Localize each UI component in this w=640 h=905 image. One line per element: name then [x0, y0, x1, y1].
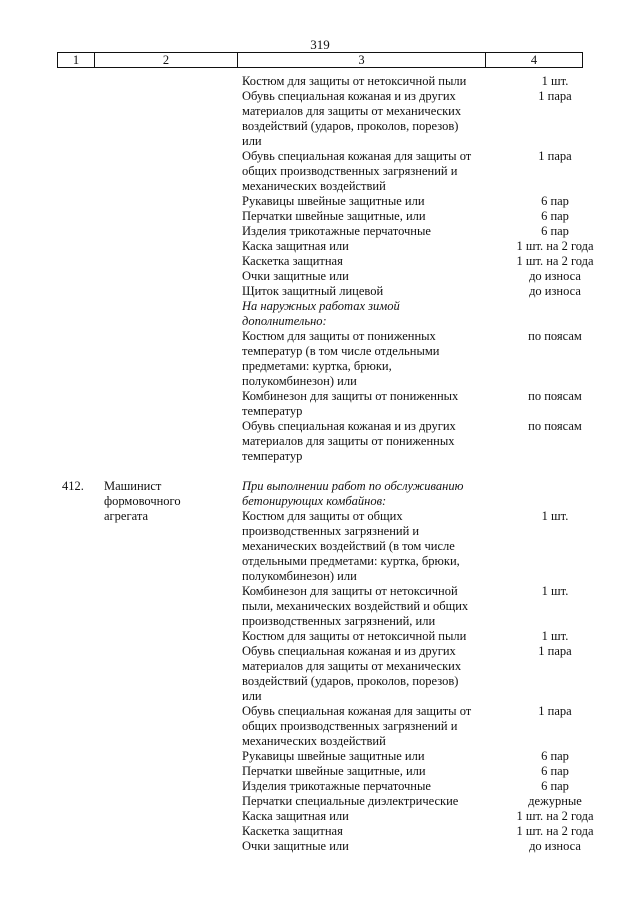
- equipment-cell: Костюм для защиты от общих: [242, 509, 403, 523]
- norm-cell: до износа: [529, 284, 581, 298]
- equipment-cell: механических воздействий: [242, 734, 386, 748]
- norm-cell: 1 пара: [538, 644, 572, 658]
- equipment-cell: Перчатки швейные защитные, или: [242, 209, 426, 223]
- equipment-cell: материалов для защиты от механических: [242, 104, 462, 118]
- norm-cell: 6 пар: [541, 194, 569, 208]
- table-row: [0, 389, 640, 404]
- table-row: [0, 329, 640, 344]
- equipment-cell: температур (в том числе отдельными: [242, 344, 440, 358]
- norm-cell: по поясам: [528, 389, 582, 403]
- norm-cell: по поясам: [528, 419, 582, 433]
- table-row: [0, 494, 640, 509]
- norm-cell: 6 пар: [541, 779, 569, 793]
- column-header-3: 3: [238, 53, 486, 68]
- column-header-1: 1: [58, 53, 95, 68]
- norm-cell: 1 шт. на 2 года: [516, 809, 594, 823]
- norm-cell: 1 шт. на 2 года: [516, 254, 594, 268]
- equipment-cell: полукомбинезон) или: [242, 374, 357, 388]
- table-row: [0, 74, 640, 89]
- table-row: [0, 779, 640, 794]
- equipment-cell: дополнительно:: [242, 314, 327, 328]
- table-row: [0, 269, 640, 284]
- profession-cell: формовочного: [104, 494, 181, 508]
- table-row: [0, 749, 640, 764]
- table-row: [0, 584, 640, 599]
- table-row: [0, 254, 640, 269]
- page-number: 319: [310, 37, 330, 52]
- table-row: [0, 194, 640, 209]
- profession-cell: агрегата: [104, 509, 148, 523]
- table-row: [0, 719, 640, 734]
- equipment-cell: Изделия трикотажные перчаточные: [242, 779, 431, 793]
- table-row: [0, 464, 640, 479]
- table-row: [0, 419, 640, 434]
- table-row: [0, 224, 640, 239]
- equipment-cell: или: [242, 134, 262, 148]
- equipment-cell: производственных загрязнений, или: [242, 614, 436, 628]
- equipment-cell: пыли, механических воздействий и общих: [242, 599, 469, 613]
- norm-cell: 1 шт. на 2 года: [516, 824, 594, 838]
- equipment-cell: Комбинезон для защиты от пониженных: [242, 389, 459, 403]
- equipment-cell: Обувь специальная кожаная и из других: [242, 419, 456, 433]
- table-row: [0, 629, 640, 644]
- norm-cell: 1 шт. на 2 года: [516, 239, 594, 253]
- norm-cell: 6 пар: [541, 764, 569, 778]
- equipment-cell: отдельными предметами: куртка, брюки,: [242, 554, 460, 568]
- column-header-row: [58, 53, 583, 68]
- table-row: [0, 359, 640, 374]
- equipment-cell: Обувь специальная кожаная для защиты от: [242, 704, 472, 718]
- table-row: [0, 89, 640, 104]
- equipment-cell: общих производственных загрязнений и: [242, 164, 458, 178]
- table-row: [0, 689, 640, 704]
- table-row: [0, 599, 640, 614]
- table-row: [0, 794, 640, 809]
- table-row: [0, 569, 640, 584]
- table-row: [0, 404, 640, 419]
- equipment-cell: предметами: куртка, брюки,: [242, 359, 392, 373]
- equipment-cell: Каскетка защитная: [242, 824, 343, 838]
- equipment-cell: или: [242, 689, 262, 703]
- table-row: [0, 134, 640, 149]
- equipment-cell: Костюм для защиты от пониженных: [242, 329, 436, 343]
- table-row: [0, 764, 640, 779]
- equipment-cell: Обувь специальная кожаная и из других: [242, 644, 456, 658]
- table-row: [0, 524, 640, 539]
- norm-cell: 1 шт.: [541, 74, 569, 88]
- table-row: [0, 344, 640, 359]
- table-row: [0, 734, 640, 749]
- table-row: [0, 149, 640, 164]
- table-row: [0, 284, 640, 299]
- equipment-cell: воздействий (ударов, проколов, порезов): [242, 119, 459, 133]
- table-row: [0, 164, 640, 179]
- profession-cell: Машинист: [104, 479, 162, 493]
- item-number-cell: 412.: [62, 479, 84, 493]
- table-row: [0, 449, 640, 464]
- table-row: [0, 644, 640, 659]
- norm-cell: дежурные: [528, 794, 582, 808]
- norm-cell: до износа: [529, 839, 581, 853]
- equipment-cell: Обувь специальная кожаная для защиты от: [242, 149, 472, 163]
- equipment-cell: Обувь специальная кожаная и из других: [242, 89, 456, 103]
- equipment-cell: общих производственных загрязнений и: [242, 719, 458, 733]
- equipment-cell: Костюм для защиты от нетоксичной пыли: [242, 74, 467, 88]
- table-row: [0, 209, 640, 224]
- table-row: [0, 374, 640, 389]
- equipment-cell: Каска защитная или: [242, 809, 349, 823]
- equipment-cell: Перчатки специальные диэлектрические: [242, 794, 459, 808]
- table-row: [0, 314, 640, 329]
- norm-cell: 1 шт.: [541, 584, 569, 598]
- norm-cell: 1 шт.: [541, 509, 569, 523]
- equipment-cell: Перчатки швейные защитные, или: [242, 764, 426, 778]
- equipment-cell: Рукавицы швейные защитные или: [242, 749, 425, 763]
- column-header-2: 2: [95, 53, 238, 68]
- equipment-cell: механических воздействий (в том числе: [242, 539, 455, 553]
- table-body: [0, 74, 640, 854]
- equipment-cell: бетонирующих комбайнов:: [242, 494, 387, 508]
- table-row: [0, 299, 640, 314]
- norm-cell: 1 шт.: [541, 629, 569, 643]
- norm-cell: 6 пар: [541, 749, 569, 763]
- equipment-cell: Щиток защитный лицевой: [242, 284, 384, 298]
- norm-cell: 1 пара: [538, 89, 572, 103]
- norm-cell: 1 пара: [538, 149, 572, 163]
- table-row: [0, 659, 640, 674]
- norm-cell: по поясам: [528, 329, 582, 343]
- column-header-table: [57, 52, 583, 68]
- table-row: [0, 239, 640, 254]
- equipment-cell: воздействий (ударов, проколов, порезов): [242, 674, 459, 688]
- table-row: [0, 674, 640, 689]
- equipment-cell: механических воздействий: [242, 179, 386, 193]
- equipment-cell: полукомбинезон) или: [242, 569, 357, 583]
- table-row: [0, 104, 640, 119]
- equipment-cell: Очки защитные или: [242, 269, 349, 283]
- table-row: [0, 539, 640, 554]
- equipment-cell: Комбинезон для защиты от нетоксичной: [242, 584, 458, 598]
- table-row: [0, 119, 640, 134]
- norm-cell: 6 пар: [541, 224, 569, 238]
- equipment-cell: материалов для защиты от пониженных: [242, 434, 455, 448]
- table-row: [0, 704, 640, 719]
- table-row: [0, 179, 640, 194]
- table-row: [0, 614, 640, 629]
- norm-cell: 6 пар: [541, 209, 569, 223]
- equipment-cell: Костюм для защиты от нетоксичной пыли: [242, 629, 467, 643]
- table-row: [0, 479, 640, 494]
- equipment-cell: Изделия трикотажные перчаточные: [242, 224, 431, 238]
- equipment-cell: При выполнении работ по обслуживанию: [242, 479, 464, 493]
- equipment-cell: Каскетка защитная: [242, 254, 343, 268]
- equipment-cell: На наружных работах зимой: [242, 299, 400, 313]
- equipment-cell: температур: [242, 449, 303, 463]
- table-row: [0, 434, 640, 449]
- equipment-cell: материалов для защиты от механических: [242, 659, 462, 673]
- norm-cell: 1 пара: [538, 704, 572, 718]
- table-row: [0, 809, 640, 824]
- equipment-cell: Очки защитные или: [242, 839, 349, 853]
- equipment-cell: производственных загрязнений и: [242, 524, 420, 538]
- table-row: [0, 509, 640, 524]
- norm-cell: до износа: [529, 269, 581, 283]
- equipment-cell: температур: [242, 404, 303, 418]
- table-row: [0, 824, 640, 839]
- table-row: [0, 554, 640, 569]
- equipment-cell: Рукавицы швейные защитные или: [242, 194, 425, 208]
- table-row: [0, 839, 640, 854]
- equipment-cell: Каска защитная или: [242, 239, 349, 253]
- column-header-4: 4: [486, 53, 583, 68]
